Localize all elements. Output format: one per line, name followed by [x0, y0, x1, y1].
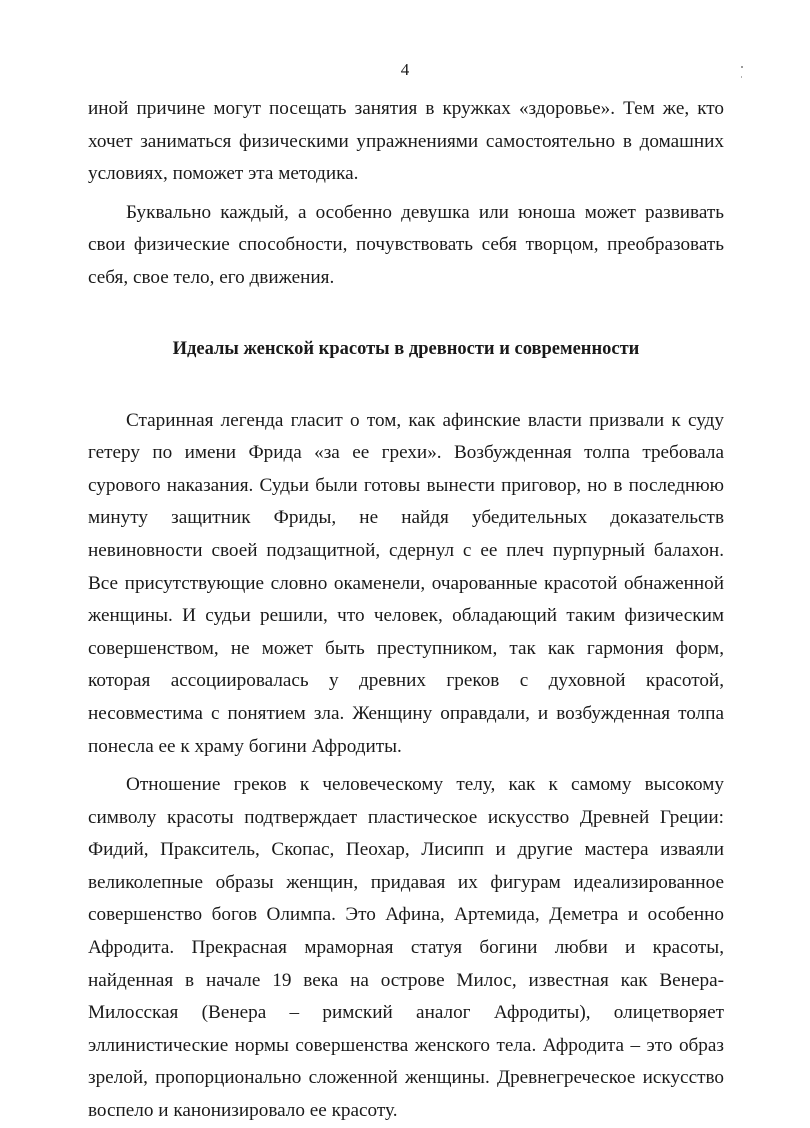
paragraph: Старинная легенда гласит о том, как афинские власти призвали к суду гетеру по имени Фрида «за ее грехи». Возбужденная толпа требовала сурового наказания. Судьи были готовы вынести приговор, но в последнюю минуту защитник Фриды, не найдя убедительных доказательств невиновности своей подзащитной, сдернул с ее плеч пурпурный балахон. Все присутствующие словно окаменели, очарованные красотой обнаженной женщины. И судьи решили, что человек, обладающий таким физическим совершенством, не может быть преступником, так как гармония форм, которая ассоциировалась у древних греков с духовной красотой, несовместима с понятием зла. Женщину оправдали, и возбужденная толпа понесла ее к храму богини Афродиты.	[88, 409, 724, 757]
scan-speck	[741, 66, 743, 68]
scan-speck	[741, 76, 742, 78]
body-text	[88, 93, 724, 1128]
paragraph: Отношение греков к человеческому телу, как к самому высокому символу красоты подтверждает пластическое искусство Древней Греции: Фидий, Пракситель, Скопас, Пеохар, Лисипп и другие мастера изваяли великолепные образы женщин, придавая их фигурам идеализированное совершенство богов Олимпа. Это Афина, Артемида, Деметра и особенно Афродита. Прекрасная мраморная статуя богини любви и красоты, найденная в начале 19 века на острове Милос, известная как Венера-Милосская (Венера – римский аналог Афродиты), олицетворяет эллинистические нормы совершенства женского тела. Афродита – это образ зрелой, пропорционально сложенной женщины. Древнегреческое искусство воспело и канонизировало ее красоту.	[88, 774, 724, 1122]
paragraph: иной причине могут посещать занятия в кружках «здоровье». Тем же, кто хочет заниматься физическими упражнениями самостоятельно в домашних условиях, поможет эта методика.	[88, 98, 724, 185]
section-heading: Идеалы женской красоты в древности и современности	[172, 338, 640, 359]
page-number: 4	[400, 60, 410, 79]
paragraph: Буквально каждый, а особенно девушка или юноша может развивать свои физические способности, почувствовать себя творцом, преобразовать себя, свое тело, его движения.	[88, 201, 724, 288]
